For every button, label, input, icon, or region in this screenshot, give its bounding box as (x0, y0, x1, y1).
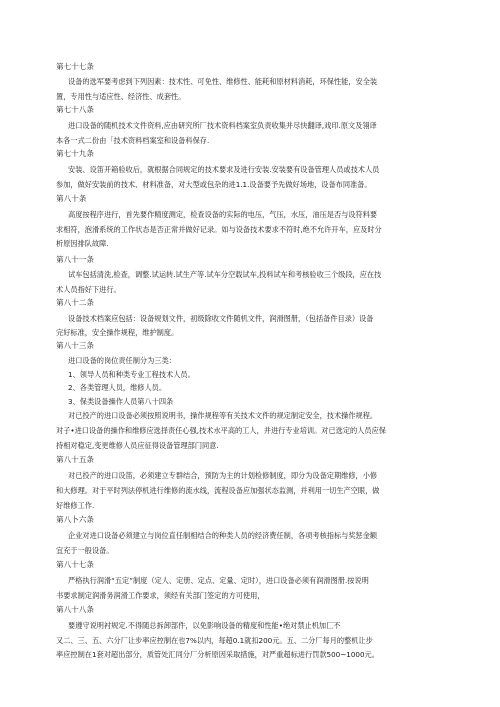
heading-81: 第八十一条 (56, 255, 94, 264)
art83-line-2: 1、领导人员和种类专业工程技术人员。 (68, 370, 195, 379)
art85-line-1: 对已投产的进口设笛，必须建立专群结合，预防为主的计划检修制度，即分为设备定期维修，小修 (68, 471, 378, 480)
art83-line-4: 3、保类设备操作人员第八十四条 (68, 397, 174, 406)
heading-86: 第八卜六条 (56, 515, 94, 524)
art81-line-2: 术人员指好下进行。 (56, 285, 121, 294)
art84-line-3: 持相对稳定,变更维修人员应征得设备管理部门同意. (56, 441, 219, 450)
art81-line-1: 试车包括清洗,检查，调整.试运转.试生产等.试车分空载试车,投料试车和考核验收三个级段，应在技 (68, 270, 382, 279)
art83-line-1: 进口设备的岗位责任制分为三类： (68, 356, 176, 365)
art82-line-2: 完好标准，安全操作规程，维护制度。 (56, 328, 179, 337)
art87-line-2: 书要求制定润滑务润滑工作要求，须经有关部门签定的方可使用， (56, 591, 265, 600)
art78-line-2: 本各一式二份由「技术资料档案室和设备科保存. (56, 136, 210, 145)
art78-line-1: 进口设备的随机技术文件资料,应由研究所厂技术资料档案室负责收集并尽快翻译,戏印.原文及翎译 (68, 121, 377, 130)
art79-line-2: 参加，做好安装前的技术、材料准备，对大型或包杂的进1.1.设备要予先做好场地，设备布同准备。 (56, 180, 372, 189)
art82-line-1: 设备技术档案应包括：设备规划文件，初级除收文件随机文件，润滑图册，（包括备件目录）设备 (68, 314, 374, 323)
art86-line-1: 企业对进口设备必须建立与岗位直任制相结合的种类人员的经济费任制，各项考核指标与奖惩金额 (68, 531, 378, 540)
art77-line-1: 设备的选军要考虑到下列因素：技术性、可免性、维修性、能耗和原材料消耗，环保性能，安全装 (68, 77, 378, 86)
art84-line-1: 对已投产的进口设备必须按照说明书，操作规程等有关技术文件的规定制定安全，技术操作规程。 (68, 411, 378, 420)
art88-line-2: 又二、三、五、六分厂让步率应控制在也7%以内，每超0.1就扣200元。五、二分厂每月的整机让步 (56, 636, 373, 645)
art84-line-2: 对子•进口设备的操作和维修应选择责任心强,技术水平高的工人，并进行专业培训。对已选定的人员应保 (56, 426, 386, 435)
art79-line-1: 安装、设笛开箱验收后，就根据合同规定的技术要求及进行安装.安装要有设备管理人员或技术人员 (68, 165, 380, 174)
art80-line-2: 求相符，泡滑系统的工作状态是否正常并做好记录。如与设备技术要求不符时,绝不允许开车，应及时分 (56, 225, 382, 234)
heading-88: 第八十八条 (56, 605, 94, 614)
heading-85: 第八十五条 (56, 455, 94, 464)
art87-line-1: 严格执行润滑“五定”制度（定人、定册、定点、定量、定时），进口设备必须有润滑图册.按说明 (68, 576, 369, 585)
heading-77: 第七十七条 (56, 62, 94, 71)
art85-line-3: 好维修工作. (56, 501, 95, 510)
heading-79: 第七十九条 (56, 149, 94, 158)
heading-87: 第八十七条 (56, 560, 94, 569)
heading-78: 第七十八条 (56, 105, 94, 114)
heading-83: 第八十三条 (56, 341, 94, 350)
art77-line-2: 置，专用性与适应性、经济性、成套性。 (56, 92, 186, 101)
heading-82: 第八十二条 (56, 298, 94, 307)
art88-line-1: 要遵守说明衬规定.不得随总拆卸部件，以免影响设备的精度和性能•绝对禁止机加匚不 (68, 621, 341, 630)
art86-line-2: 宜充于一般设备。 (56, 546, 114, 555)
art80-line-3: 析原因排队故障. (56, 239, 109, 248)
art80-line-1: 高度按程序进行，首先要作精度测定，检查设备的实际的电压，气压，水压，油压是否与设符料要 (68, 210, 378, 219)
art83-line-3: 2、各类管理人员，维修人员。 (68, 383, 167, 392)
art88-line-3: 率应控制在1套对超出部分，质管处汇同分厂分析原因采取措施，对严重超标进行罚款500~1000元。 (56, 650, 379, 659)
heading-80: 第八十条 (56, 194, 87, 203)
art85-line-2: 和大修理。对于平时列法停机进行维修的流水线，流程设备应加强状态监测，并利用一切生产空眼，做 (56, 486, 380, 495)
